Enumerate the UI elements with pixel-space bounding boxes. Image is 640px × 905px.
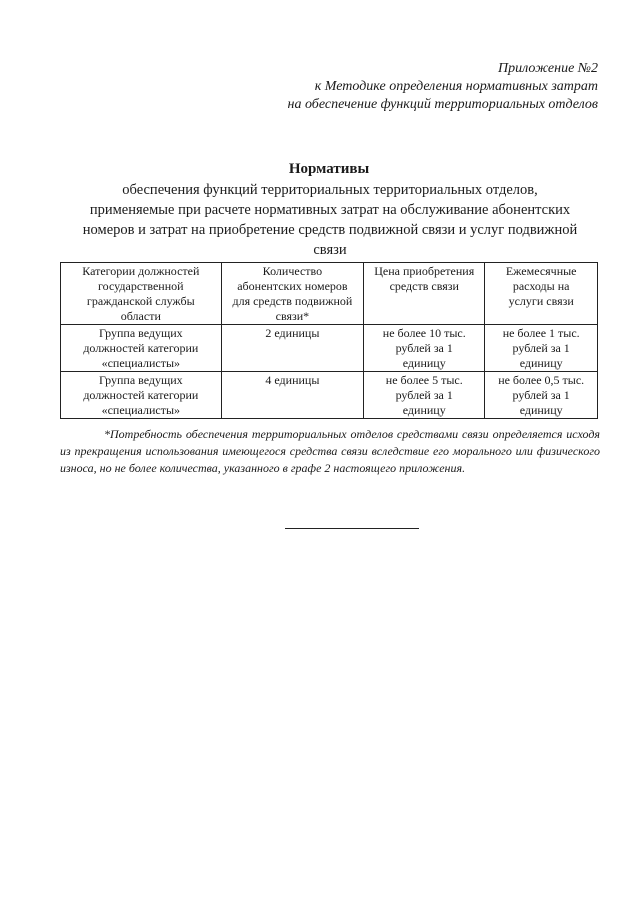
document-subtitle	[58, 180, 602, 260]
table-header-row	[61, 263, 598, 325]
appendix-header	[178, 60, 598, 114]
document-title: Нормативы	[288, 161, 370, 177]
header-subscriber-numbers: Количество абонентских номеров для средств подвижной связи*	[221, 263, 364, 325]
table-cell-price: не более 5 тыс. рублей за 1 единицу	[364, 372, 485, 419]
header-monthly-costs: Ежемесячные расходы на услуги связи	[485, 263, 598, 325]
appendix-number: Приложение №2	[498, 61, 598, 76]
appendix-reference-cont: на обеспечение функций территориальных отделов	[287, 97, 598, 112]
table-cell-category: Группа ведущих должностей категории «специалисты»	[61, 325, 222, 372]
norms-table	[60, 262, 598, 419]
table-row	[61, 325, 598, 372]
table-cell-price: не более 10 тыс. рублей за 1 единицу	[364, 325, 485, 372]
table-cell-monthly: не более 1 тыс. рублей за 1 единицу	[485, 325, 598, 372]
footnote: *Потребность обеспечения территориальных отделов средствами связи определяется исходя из прекращения использования имеющегося средства связи вследствие его морального или физического износа, но не более количества, указанного в графе 2 настоящего приложения.	[60, 427, 600, 475]
table-cell-category: Группа ведущих должностей категории «специалисты»	[61, 372, 222, 419]
table-row	[61, 372, 598, 419]
subtitle-line: применяемые при расчете нормативных затрат на обслуживание абонентских	[89, 202, 571, 218]
subtitle-line: номеров и затрат на приобретение средств подвижной связи и услуг подвижной	[82, 222, 578, 238]
table-cell-quantity: 2 единицы	[221, 325, 364, 372]
header-purchase-price: Цена приобретения средств связи	[364, 263, 485, 325]
closing-line	[285, 528, 419, 529]
header-position-category: Категории должностей государственной гражданской службы области	[61, 263, 222, 325]
appendix-reference: к Методике определения нормативных затрат	[314, 79, 598, 94]
table-cell-quantity: 4 единицы	[221, 372, 364, 419]
table-cell-monthly: не более 0,5 тыс. рублей за 1 единицу	[485, 372, 598, 419]
subtitle-line: обеспечения функций территориальных территориальных отделов,	[122, 182, 538, 198]
subtitle-line: связи	[313, 242, 347, 258]
